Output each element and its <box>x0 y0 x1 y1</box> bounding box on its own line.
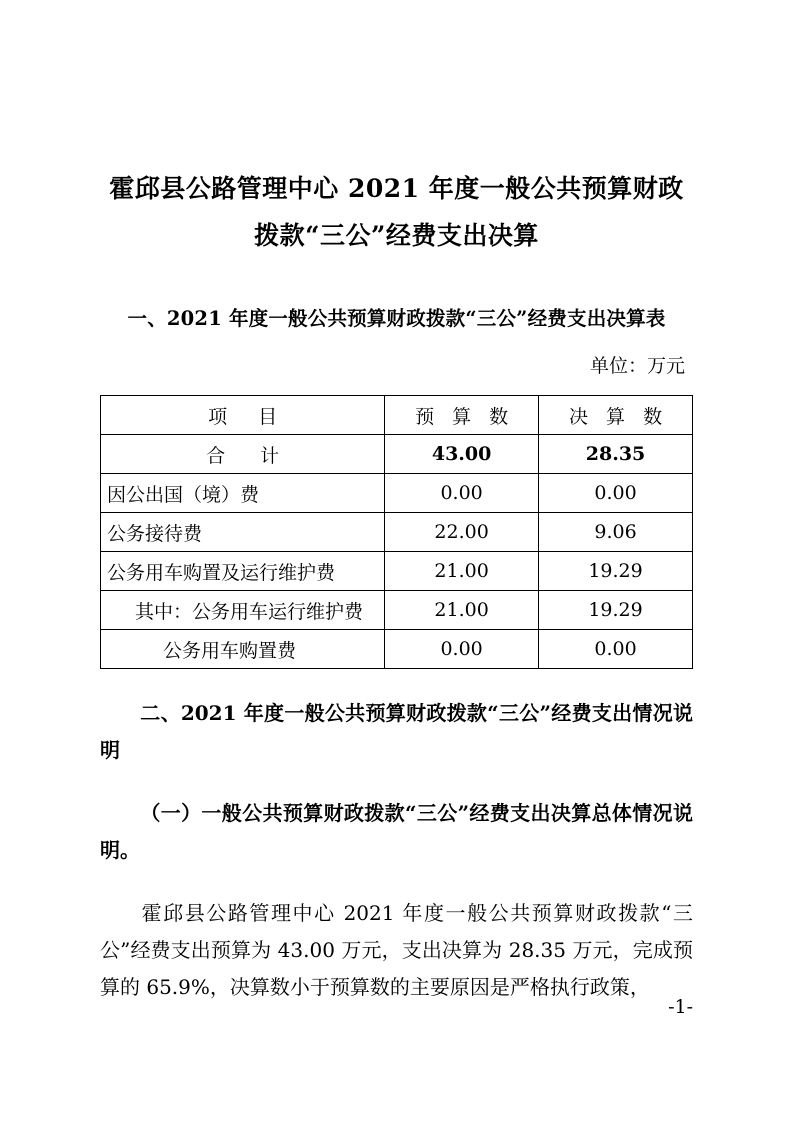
table-row <box>101 513 693 552</box>
section-heading-1: 一、2021 年度一般公共预算财政拨款“三公”经费支出决算表 <box>127 307 666 330</box>
body-paragraph <box>100 895 693 1006</box>
table-row <box>101 435 693 474</box>
column-header-final: 决 算 数 <box>539 396 693 435</box>
table-row <box>101 630 693 669</box>
row-budget-value: 22.00 <box>385 513 539 552</box>
row-label: 合 计 <box>101 435 385 474</box>
row-final-value: 0.00 <box>539 474 693 513</box>
subsection-heading-line-1: （一）一般公共预算财政拨款“三公”经费支出决算总体情 <box>140 801 653 825</box>
section-heading-2-line-2: 说明 <box>100 701 693 762</box>
budget-table <box>100 395 693 669</box>
page-title-line-1: 霍邱县公路管理中心 2021 年度一般公共预算财政 <box>109 174 684 203</box>
page-title-line-2: 拨款“三公”经费支出决算 <box>254 221 539 250</box>
row-budget-value: 21.00 <box>385 552 539 591</box>
subsection-heading <box>100 795 693 869</box>
row-budget-value: 0.00 <box>385 630 539 669</box>
row-final-value: 0.00 <box>539 630 693 669</box>
table-row <box>101 474 693 513</box>
row-budget-value: 0.00 <box>385 474 539 513</box>
table-row <box>101 552 693 591</box>
row-final-value: 19.29 <box>539 591 693 630</box>
section-heading-2-line-1: 二、2021 年度一般公共预算财政拨款“三公”经费支出情况 <box>140 701 673 725</box>
subsection-heading-line-2: 况说明。 <box>100 801 693 862</box>
page-number: -1- <box>668 996 693 1018</box>
row-label: 因公出国（境）费 <box>101 474 385 513</box>
table-row <box>101 591 693 630</box>
page-title <box>100 165 693 259</box>
column-header-budget: 预 算 数 <box>385 396 539 435</box>
unit-note: 单位：万元 <box>589 355 685 377</box>
row-final-value: 28.35 <box>539 435 693 474</box>
body-paragraph-text: 霍邱县公路管理中心 2021 年度一般公共预算财政拨款“三公”经费支出预算为 43.00 万元，支出决算为 28.35 万元，完成预算的 65.9%，决算数小于预算数的主要原因是严格执行政策， <box>100 901 693 999</box>
row-label: 公务接待费 <box>101 513 385 552</box>
row-label: 其中：公务用车运行维护费 <box>101 591 385 630</box>
row-final-value: 9.06 <box>539 513 693 552</box>
row-final-value: 19.29 <box>539 552 693 591</box>
table-header-row <box>101 396 693 435</box>
row-budget-value: 21.00 <box>385 591 539 630</box>
row-label: 公务用车购置及运行维护费 <box>101 552 385 591</box>
section-heading-2 <box>100 695 693 769</box>
column-header-item: 项 目 <box>101 396 385 435</box>
row-budget-value: 43.00 <box>385 435 539 474</box>
row-label: 公务用车购置费 <box>101 630 385 669</box>
